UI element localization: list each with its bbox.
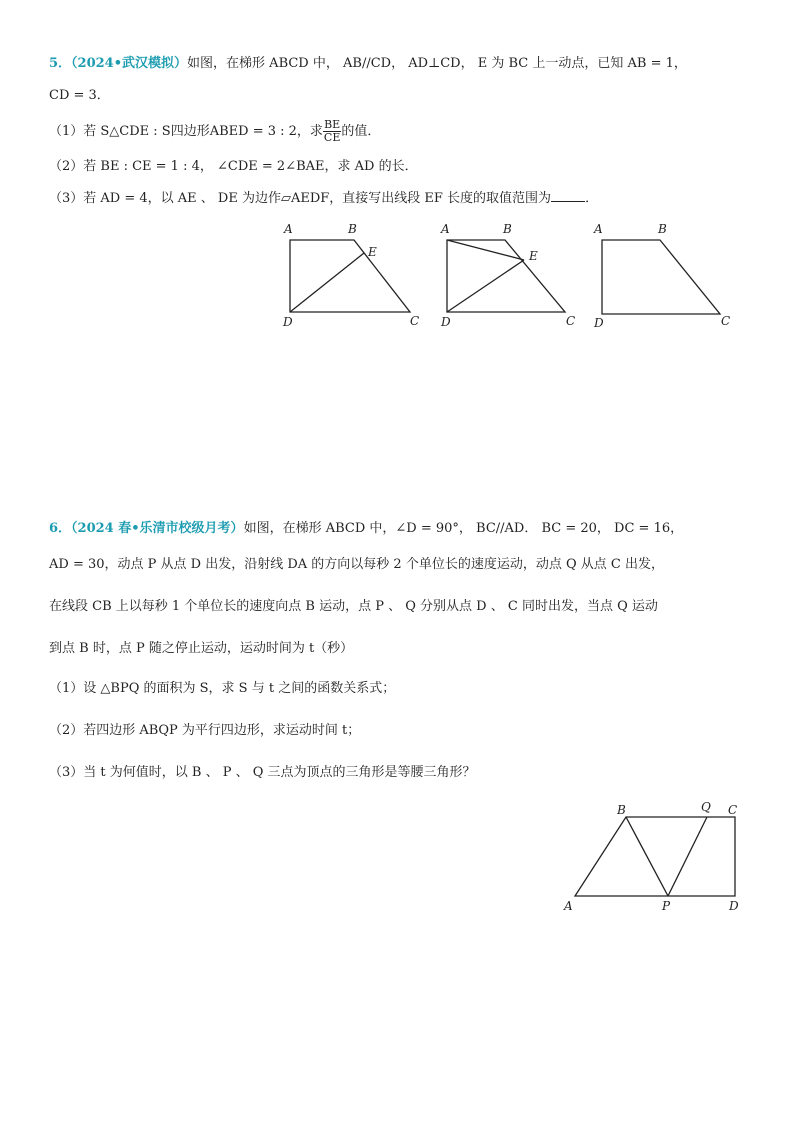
fig2-label-D: D (441, 315, 451, 329)
q5-part3: （3）若 AD = 4，以 AE 、 DE 为边作▱AEDF，直接写出线段 EF 长度的取值范围为 ． (49, 191, 599, 206)
fig3-label-D: D (594, 316, 604, 330)
q6-stem-text: 如图，在梯形 ABCD 中，∠D = 90°， BC//AD． BC = 20， DC = 16， (243, 521, 684, 536)
q6-part1: （1）设 △BPQ 的面积为 S，求 S 与 t 之间的函数关系式； (49, 681, 396, 696)
q5-part2: （2）若 BE : CE = 1 : 4， ∠CDE = 2∠BAE，求 AD 的长． (49, 159, 418, 174)
fig2-label-C: C (566, 314, 576, 328)
q6-part3: （3）当 t 为何值时，以 B 、 P 、 Q 三点为顶点的三角形是等腰三角形？ (49, 765, 476, 780)
fig1-label-D: D (283, 315, 293, 329)
q5-stem-line2: CD = 3． (49, 88, 110, 103)
q6-label-A: A (564, 899, 573, 913)
fig2-label-B: B (503, 222, 512, 236)
q6-part2: （2）若四边形 ABQP 为平行四边形，求运动时间 t； (49, 723, 361, 738)
q6-label-P: P (662, 899, 671, 913)
fig1-label-A: A (284, 222, 293, 236)
q6-label-B: B (617, 803, 626, 817)
fig1-label-E: E (368, 245, 377, 259)
q5-stem-line1 (49, 54, 687, 74)
q5-part1: （1）若 S△CDE : S四边形ABED = 3 : 2，求 $\frac{BE}{CE}$ 的值． (49, 118, 381, 144)
q6-stem-line1 (49, 519, 683, 539)
fig3-label-C: C (721, 314, 731, 328)
q6-stem-line2: AD = 30，动点 P 从点 D 出发，沿射线 DA 的方向以每秒 2 个单位长的速度运动，动点 Q 从点 C 出发， (49, 557, 664, 572)
fig3-label-A: A (594, 222, 603, 236)
q5-figure-1 (278, 220, 428, 332)
q6-figure (560, 796, 760, 918)
q5-fraction: $\frac{BE}{CE}$ (323, 118, 341, 144)
answer-blank (551, 189, 585, 202)
q6-stem-line4: 到点 B 时，点 P 随之停止运动，运动时间为 t（秒） (49, 641, 354, 656)
fig1-label-B: B (348, 222, 357, 236)
fig2-label-A: A (441, 222, 450, 236)
q6-stem-line3: 在线段 CB 上以每秒 1 个单位长的速度向点 B 运动，点 P 、 Q 分别从点 D 、 C 同时出发，当点 Q 运动 (49, 599, 658, 614)
fig1-label-C: C (410, 314, 420, 328)
q5-stem-text: 如图，在梯形 ABCD 中， AB//CD， AD⊥CD， E 为 BC 上一动点，已知 AB = 1， (187, 56, 687, 71)
fig3-label-B: B (658, 222, 667, 236)
q6-source: 6．（2024 春•乐清市校级月考） (49, 521, 244, 536)
q6-label-D: D (729, 899, 739, 913)
q5-source: 5．（2024•武汉模拟） (49, 56, 188, 71)
q6-label-C: C (728, 803, 738, 817)
fig2-label-E: E (529, 249, 538, 263)
q6-label-Q: Q (701, 800, 711, 814)
q5-figure-3 (588, 220, 738, 332)
q5-figure-2 (435, 220, 585, 332)
